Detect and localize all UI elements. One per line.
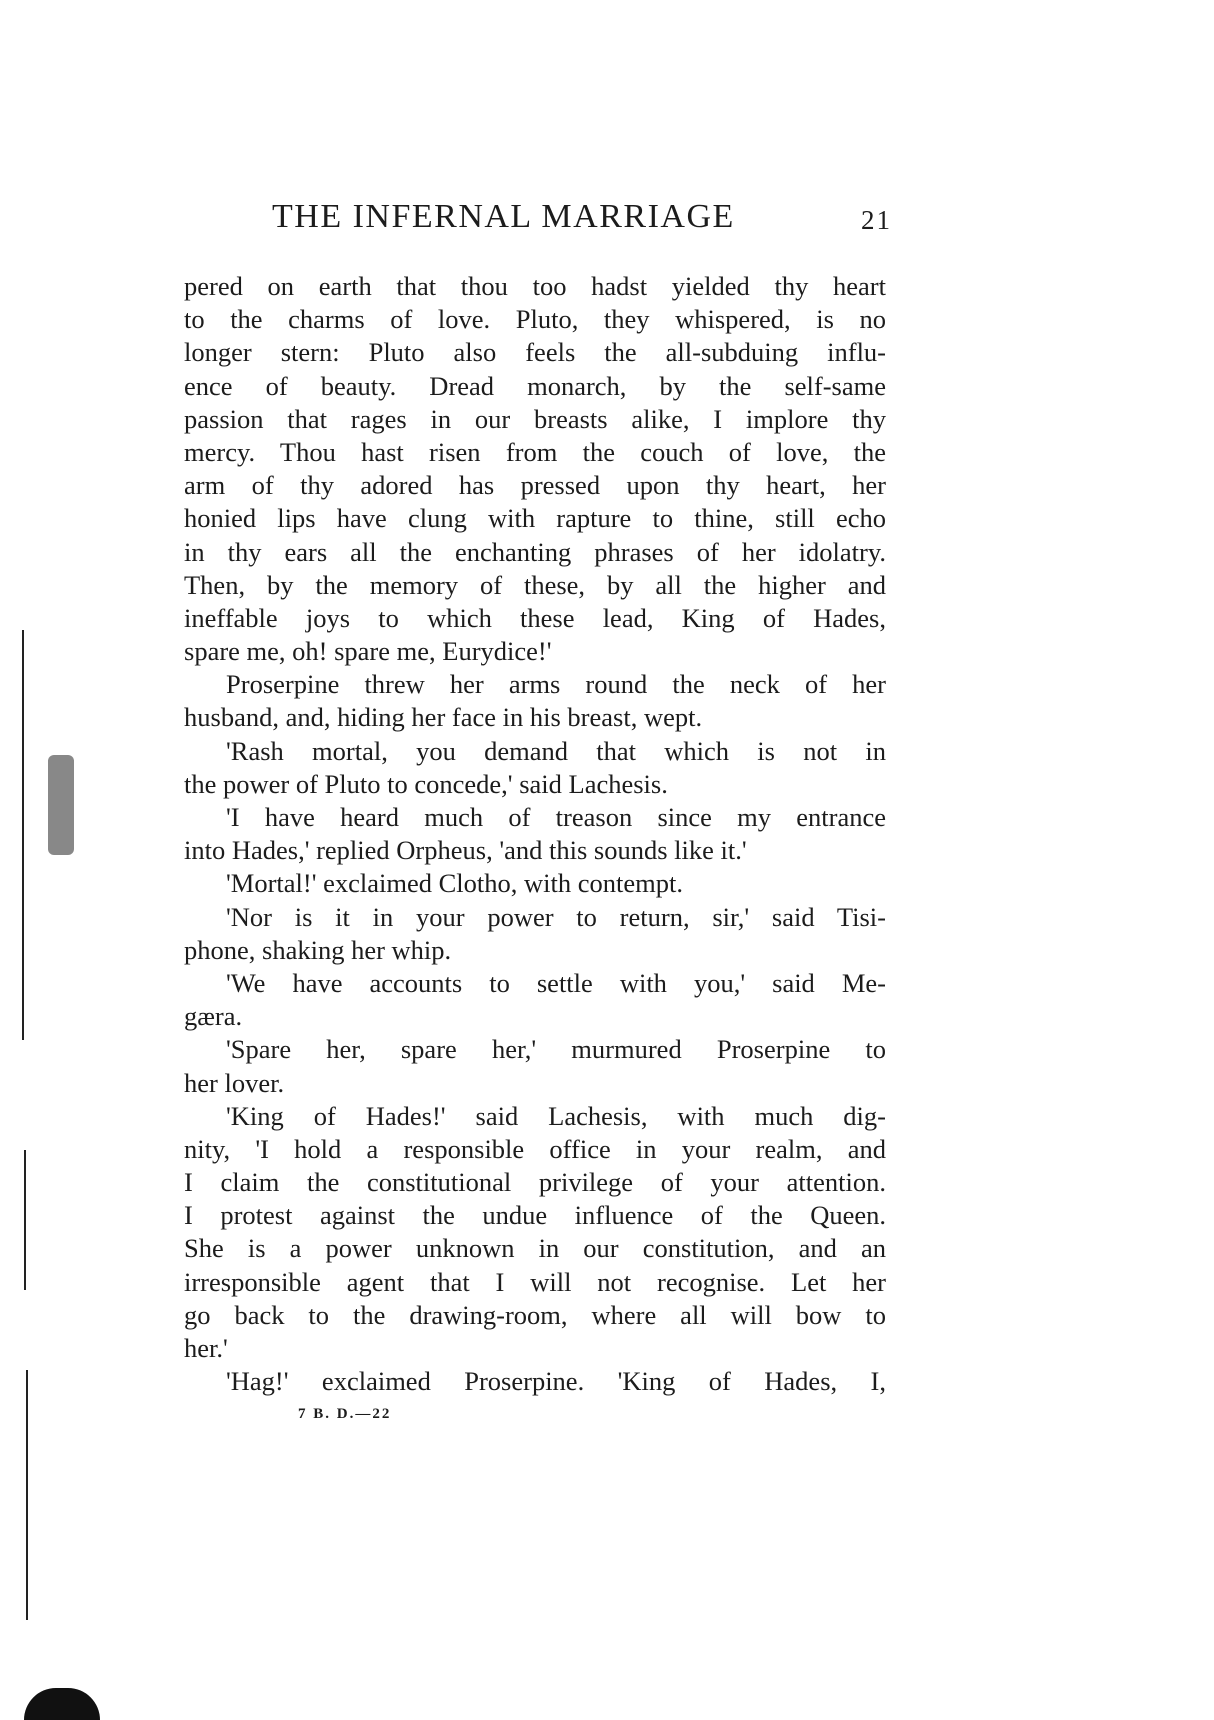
text-line: her.'	[184, 1333, 228, 1363]
text-line: ence of beauty. Dread monarch, by the self-same	[184, 370, 886, 401]
text-line: irresponsible agent that I will not recognise. Let her	[184, 1266, 886, 1297]
running-header	[272, 198, 892, 248]
text-line: honied lips have clung with rapture to thine, still echo	[184, 503, 886, 534]
text-line: Then, by the memory of these, by all the higher and	[184, 569, 886, 600]
running-title: THE INFERNAL MARRIAGE	[272, 198, 735, 235]
text-line: nity, 'I hold a responsible office in your realm, and	[184, 1133, 886, 1164]
text-line: in thy ears all the enchanting phrases of her idolatry.	[184, 536, 886, 567]
text-line: 'I have heard much of treason since my entrance	[226, 802, 886, 832]
text-line: go back to the drawing-room, where all will bow to	[184, 1299, 886, 1330]
text-line: I claim the constitutional privilege of your attention.	[184, 1167, 886, 1198]
body-text	[184, 270, 886, 1398]
scan-smudge	[48, 755, 74, 855]
text-line: I protest against the undue influence of the Queen.	[184, 1200, 886, 1231]
scan-edge-mark	[24, 1150, 26, 1290]
text-line: 'Hag!' exclaimed Proserpine. 'King of Hades, I,	[226, 1366, 886, 1397]
text-line: She is a power unknown in our constitution, and an	[184, 1233, 886, 1264]
text-line: pered on earth that thou too hadst yielded thy heart	[184, 271, 886, 301]
text-line: Proserpine threw her arms round the neck of her	[226, 669, 886, 700]
text-line: spare me, oh! spare me, Eurydice!'	[184, 636, 552, 667]
text-line: gæra.	[184, 1001, 243, 1032]
scan-smudge	[24, 1688, 100, 1720]
signature-mark: 7 B. D.—22	[298, 1406, 392, 1422]
text-line: 'We have accounts to settle with you,' said Me-	[226, 967, 886, 998]
scan-edge-mark	[26, 1370, 28, 1620]
text-line: into Hades,' replied Orpheus, 'and this sounds like it.'	[184, 835, 747, 866]
text-line: the power of Pluto to concede,' said Lachesis.	[184, 768, 668, 799]
text-line: 'Nor is it in your power to return, sir,' said Tisi-	[226, 901, 886, 932]
text-line: mercy. Thou hast risen from the couch of love, the	[184, 436, 886, 467]
text-line: ineffable joys to which these lead, King of Hades,	[184, 602, 886, 633]
text-line: passion that rages in our breasts alike, I implore thy	[184, 403, 886, 434]
text-line: 'Spare her, spare her,' murmured Proserpine to	[226, 1034, 886, 1065]
text-line: 'Rash mortal, you demand that which is not in	[226, 735, 886, 766]
text-line: her lover.	[184, 1067, 285, 1098]
text-line: 'King of Hades!' said Lachesis, with much dig-	[226, 1100, 886, 1131]
text-line: arm of thy adored has pressed upon thy heart, her	[184, 470, 886, 501]
text-line: husband, and, hiding her face in his breast, wept.	[184, 702, 703, 733]
text-line: 'Mortal!' exclaimed Clotho, with contempt.	[226, 868, 684, 899]
text-line: phone, shaking her whip.	[184, 934, 452, 965]
text-line: to the charms of love. Pluto, they whispered, is no	[184, 304, 886, 335]
page-number: 21	[861, 205, 892, 235]
scan-edge-mark	[22, 630, 24, 1040]
text-line: longer stern: Pluto also feels the all-subduing influ-	[184, 337, 886, 368]
